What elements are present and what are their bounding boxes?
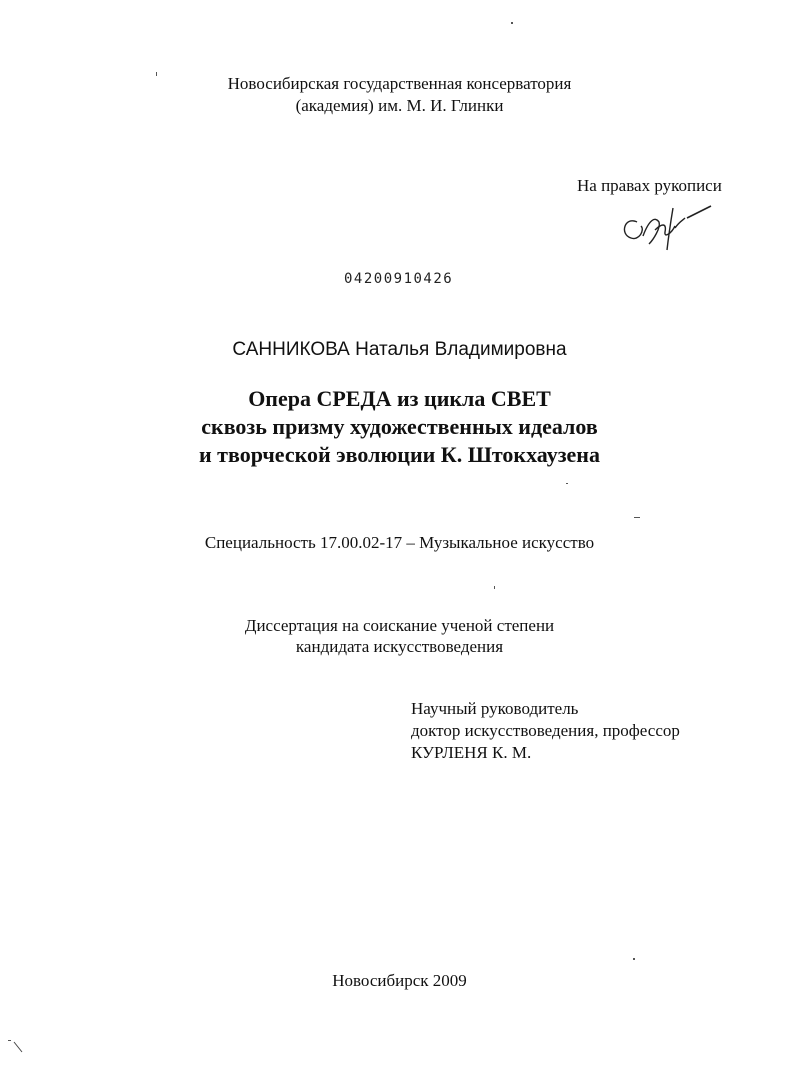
author-name: САННИКОВА Наталья Владимировна <box>232 339 567 360</box>
scan-mark <box>12 1040 24 1054</box>
dissertation-title-line1: Опера СРЕДА из цикла СВЕТ <box>248 386 551 411</box>
registration-number: 04200910426 <box>344 271 454 287</box>
scan-speck <box>8 1040 11 1041</box>
handwritten-signature <box>615 200 715 252</box>
scan-speck <box>156 72 157 76</box>
degree-statement-line1: Диссертация на соискание ученой степени <box>244 616 555 635</box>
dissertation-title-line3: и творческой эволюции К. Штокхаузена <box>199 442 600 467</box>
degree-statement-line2: кандидата искусствоведения <box>295 637 504 656</box>
institution-name-line2: (академия) им. М. И. Глинки <box>295 96 504 115</box>
specialty-line: Специальность 17.00.02-17 – Музыкальное искусство <box>204 533 595 552</box>
supervisor-degree: доктор искусствоведения, профессор <box>411 721 680 740</box>
city-year: Новосибирск 2009 <box>332 971 467 990</box>
supervisor-role: Научный руководитель <box>411 699 579 718</box>
supervisor-name: КУРЛЕНЯ К. М. <box>411 743 532 762</box>
scan-speck <box>494 586 495 589</box>
institution-name-line1: Новосибирская государственная консерватория <box>227 74 572 93</box>
manuscript-rights-label: На правах рукописи <box>577 176 722 195</box>
scan-speck <box>633 958 635 960</box>
scan-speck <box>634 517 640 518</box>
supervisor-block <box>411 698 680 764</box>
dissertation-title-line2: сквозь призму художественных идеалов <box>201 414 598 439</box>
scan-speck <box>511 22 513 24</box>
scan-speck <box>566 483 568 484</box>
